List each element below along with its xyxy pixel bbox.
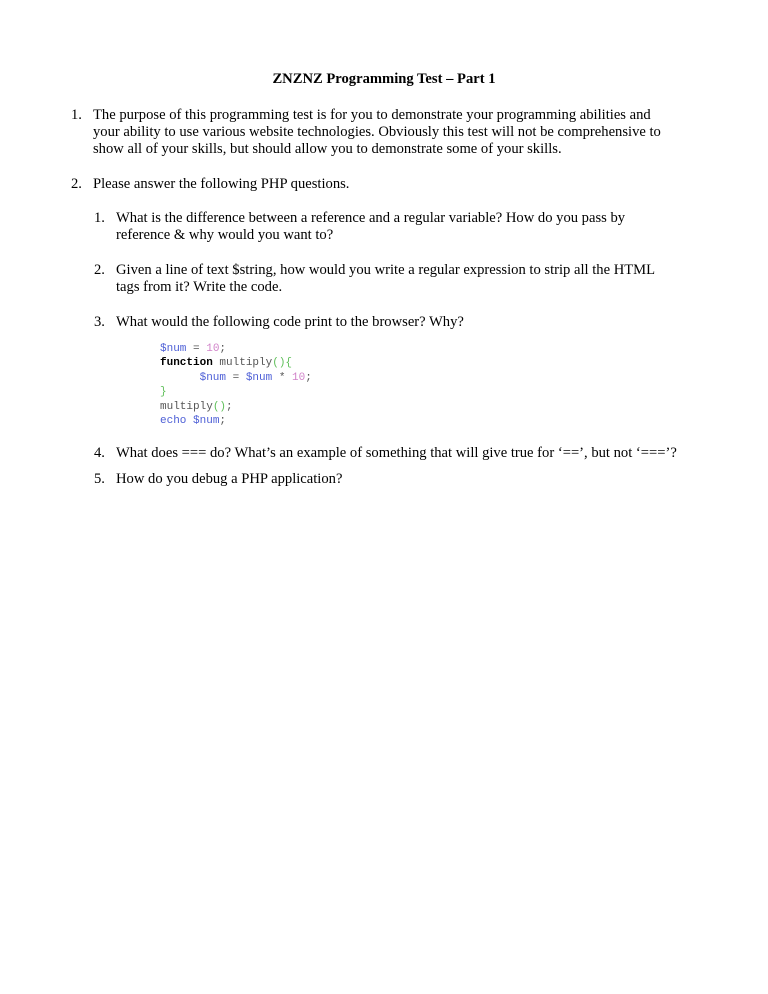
- code-token: =: [186, 343, 207, 355]
- code-block: [160, 342, 312, 428]
- list-item-line: show all of your skills, but should allow you to demonstrate some of your skills.: [93, 141, 562, 157]
- code-token: $num: [160, 343, 187, 355]
- question-line: How do you debug a PHP application?: [116, 471, 343, 487]
- list-item-text: Please answer the following PHP questions.: [93, 176, 350, 192]
- question-number: 3.: [94, 314, 105, 330]
- question-number: 2.: [94, 262, 105, 278]
- code-token: $num: [199, 371, 227, 384]
- code-token: ;: [219, 343, 227, 355]
- code-token: $num: [193, 415, 220, 428]
- list-item-line: your ability to use various website technologies. Obviously this test will not be comprehensive to: [93, 124, 661, 140]
- code-token: }: [160, 386, 167, 399]
- code-token: 10: [292, 371, 306, 384]
- code-token: *: [272, 371, 293, 384]
- code-token: (): [212, 400, 227, 413]
- question-line: Given a line of text $string, how would you write a regular expression to strip all the HTML: [116, 262, 656, 278]
- code-token: (){: [272, 357, 293, 370]
- code-token: multiply: [212, 357, 273, 370]
- question-number: 5.: [94, 471, 105, 487]
- question-line: reference & why would you want to?: [116, 227, 334, 243]
- document-title: ZNZNZ Programming Test – Part 1: [272, 71, 496, 87]
- code-token: ;: [226, 400, 233, 413]
- code-token: ;: [219, 415, 227, 428]
- question-line: tags from it? Write the code.: [116, 279, 283, 295]
- list-item-number: 1.: [71, 107, 82, 123]
- code-token: ;: [305, 371, 312, 384]
- list-item-line: The purpose of this programming test is for you to demonstrate your programming abilities and: [93, 107, 651, 123]
- code-token: [160, 372, 200, 384]
- code-token: =: [226, 371, 246, 384]
- code-token: echo: [160, 415, 194, 428]
- question-line: What does === do? What’s an example of something that will give true for ‘==’, but not ‘===’?: [116, 445, 677, 461]
- question-number: 4.: [94, 445, 105, 461]
- code-token: function: [160, 357, 213, 370]
- code-token: multiply: [160, 400, 213, 413]
- code-token: 10: [206, 343, 220, 355]
- question-line: What would the following code print to the browser? Why?: [116, 314, 464, 330]
- question-line: What is the difference between a reference and a regular variable? How do you pass by: [116, 210, 626, 226]
- code-token: $num: [245, 371, 273, 384]
- question-number: 1.: [94, 210, 105, 226]
- list-item-number: 2.: [71, 176, 82, 192]
